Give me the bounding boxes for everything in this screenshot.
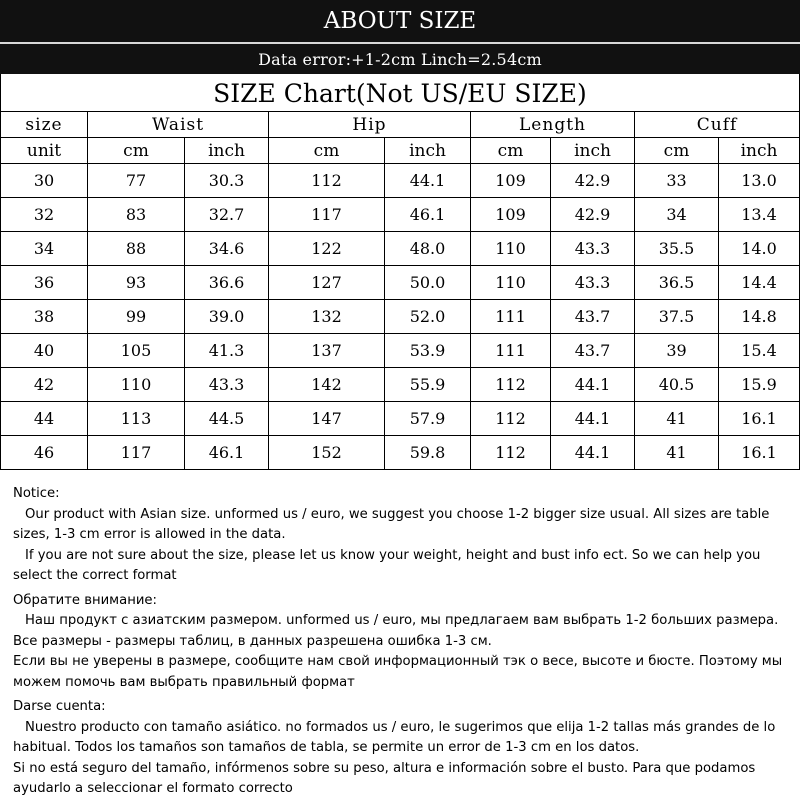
measurement-cell: 43.3 <box>551 266 635 300</box>
measurement-cell: 93 <box>88 266 185 300</box>
measurement-cell: 39.0 <box>185 300 269 334</box>
measurement-cell: 110 <box>471 232 551 266</box>
size-cell: 34 <box>1 232 88 266</box>
measurement-cell: 43.7 <box>551 334 635 368</box>
notes-en-p2: If you are not sure about the size, please let us know your weight, height and bust info ect. So we can help you select the correct format <box>13 547 761 583</box>
measurement-cell: 42.9 <box>551 164 635 198</box>
measurement-cell: 39 <box>635 334 719 368</box>
notes-ru-p2: Все размеры - размеры таблиц, в данных разрешена ошибка 1-3 см. <box>13 633 492 649</box>
measurement-cell: 59.8 <box>385 436 471 470</box>
size-cell: 40 <box>1 334 88 368</box>
measurement-cell: 112 <box>471 368 551 402</box>
measurement-cell: 34 <box>635 198 719 232</box>
measurement-cell: 55.9 <box>385 368 471 402</box>
measurement-cell: 30.3 <box>185 164 269 198</box>
size-cell: 44 <box>1 402 88 436</box>
measurement-cell: 127 <box>269 266 385 300</box>
measurement-cell: 37.5 <box>635 300 719 334</box>
measurement-cell: 137 <box>269 334 385 368</box>
measurement-cell: 41.3 <box>185 334 269 368</box>
measurement-cell: 112 <box>269 164 385 198</box>
table-row <box>1 232 800 266</box>
header-row-units <box>1 138 800 164</box>
unit-cell: cm <box>635 138 719 164</box>
banner-title: ABOUT SIZE <box>323 8 477 34</box>
measurement-cell: 142 <box>269 368 385 402</box>
notes-es-heading: Darse cuenta: <box>13 699 106 714</box>
unit-header: unit <box>1 138 88 164</box>
measurement-cell: 36.6 <box>185 266 269 300</box>
measurement-cell: 46.1 <box>385 198 471 232</box>
measurement-cell: 15.4 <box>719 334 800 368</box>
measurement-cell: 46.1 <box>185 436 269 470</box>
size-header: size <box>1 112 88 138</box>
notes-english <box>13 484 793 587</box>
unit-cell: inch <box>385 138 471 164</box>
notes-en-p1: Our product with Asian size. unformed us / euro, we suggest you choose 1-2 bigger size usual. All sizes are table sizes, 1-3 cm error is allowed in the data. <box>13 506 770 542</box>
notes-es-p1: Nuestro producto con tamaño asiático. no formados us / euro, le sugerimos que elija 1-2 tallas más grandes de lo habitual. Todos los tamaños son tamaños de tabla, se permite un error de 1-3 cm en los datos. <box>13 719 776 755</box>
notes-ru-heading: Обратите внимание: <box>13 592 157 608</box>
measurement-cell: 50.0 <box>385 266 471 300</box>
unit-cell: inch <box>185 138 269 164</box>
notes-ru-p1: Наш продукт с азиатским размером. unformed us / euro, мы предлагаем вам выбрать 1-2 больших размера. <box>25 613 779 628</box>
measurement-cell: 112 <box>471 402 551 436</box>
measurement-cell: 111 <box>471 334 551 368</box>
size-cell: 38 <box>1 300 88 334</box>
header-row-groups <box>1 112 800 138</box>
table-row <box>1 436 800 470</box>
measurement-cell: 152 <box>269 436 385 470</box>
table-row <box>1 402 800 436</box>
measurement-cell: 88 <box>88 232 185 266</box>
measurement-cell: 13.0 <box>719 164 800 198</box>
measurement-cell: 105 <box>88 334 185 368</box>
size-cell: 36 <box>1 266 88 300</box>
table-row <box>1 164 800 198</box>
about-size-banner <box>0 0 800 44</box>
measurement-cell: 122 <box>269 232 385 266</box>
table-row <box>1 266 800 300</box>
measurement-cell: 14.4 <box>719 266 800 300</box>
measurement-cell: 109 <box>471 198 551 232</box>
measurement-cell: 15.9 <box>719 368 800 402</box>
measurement-cell: 44.5 <box>185 402 269 436</box>
measurement-cell: 34.6 <box>185 232 269 266</box>
measurement-cell: 110 <box>88 368 185 402</box>
measurement-cell: 14.0 <box>719 232 800 266</box>
measurement-cell: 44.1 <box>551 402 635 436</box>
measurement-cell: 16.1 <box>719 436 800 470</box>
table-row <box>1 368 800 402</box>
measurement-cell: 112 <box>471 436 551 470</box>
table-row <box>1 198 800 232</box>
measurement-cell: 44.1 <box>385 164 471 198</box>
measurement-cell: 52.0 <box>385 300 471 334</box>
measurement-cell: 16.1 <box>719 402 800 436</box>
measurement-cell: 117 <box>88 436 185 470</box>
measurement-cell: 113 <box>88 402 185 436</box>
size-chart-title-text: SIZE Chart(Not US/EU SIZE) <box>213 78 587 108</box>
measurement-cell: 44.1 <box>551 368 635 402</box>
size-chart-title <box>0 74 800 112</box>
notes-ru-p3: Если вы не уверены в размере, сообщите нам свой информационный тэк о весе, высоте и бюсте. Поэтому мы можем помочь вам выбрать правильный формат <box>13 654 783 690</box>
measurement-cell: 36.5 <box>635 266 719 300</box>
length-header: Length <box>471 112 635 138</box>
measurement-cell: 43.3 <box>185 368 269 402</box>
measurement-cell: 32.7 <box>185 198 269 232</box>
measurement-cell: 43.7 <box>551 300 635 334</box>
unit-cell: cm <box>471 138 551 164</box>
measurement-cell: 117 <box>269 198 385 232</box>
measurement-cell: 132 <box>269 300 385 334</box>
data-error-note: Data error:+1-2cm Linch=2.54cm <box>258 49 542 69</box>
unit-cell: inch <box>719 138 800 164</box>
measurement-cell: 83 <box>88 198 185 232</box>
size-cell: 30 <box>1 164 88 198</box>
measurement-cell: 57.9 <box>385 402 471 436</box>
table-row <box>1 334 800 368</box>
measurement-cell: 40.5 <box>635 368 719 402</box>
notes-en-heading: Notice: <box>13 486 60 501</box>
size-cell: 32 <box>1 198 88 232</box>
measurement-cell: 41 <box>635 436 719 470</box>
notes-russian <box>13 591 793 694</box>
waist-header: Waist <box>88 112 269 138</box>
unit-cell: cm <box>88 138 185 164</box>
size-cell: 42 <box>1 368 88 402</box>
hip-header: Hip <box>269 112 471 138</box>
measurement-cell: 147 <box>269 402 385 436</box>
measurement-cell: 99 <box>88 300 185 334</box>
table-row <box>1 300 800 334</box>
measurement-cell: 35.5 <box>635 232 719 266</box>
unit-cell: cm <box>269 138 385 164</box>
measurement-cell: 33 <box>635 164 719 198</box>
measurement-cell: 110 <box>471 266 551 300</box>
measurement-cell: 13.4 <box>719 198 800 232</box>
unit-cell: inch <box>551 138 635 164</box>
measurement-cell: 14.8 <box>719 300 800 334</box>
measurement-cell: 109 <box>471 164 551 198</box>
measurement-cell: 53.9 <box>385 334 471 368</box>
measurement-cell: 44.1 <box>551 436 635 470</box>
data-error-banner <box>0 44 800 74</box>
measurement-cell: 77 <box>88 164 185 198</box>
measurement-cell: 41 <box>635 402 719 436</box>
measurement-cell: 111 <box>471 300 551 334</box>
measurement-cell: 43.3 <box>551 232 635 266</box>
cuff-header: Cuff <box>635 112 800 138</box>
notes-es-p2: Si no está seguro del tamaño, infórmenos sobre su peso, altura e información sobre el busto. Para que podamos ayudarlo a seleccionar el formato correcto <box>13 760 756 796</box>
notes-spanish <box>13 697 793 800</box>
measurement-cell: 42.9 <box>551 198 635 232</box>
size-cell: 46 <box>1 436 88 470</box>
size-table <box>0 111 800 470</box>
notes-section <box>13 484 793 804</box>
measurement-cell: 48.0 <box>385 232 471 266</box>
